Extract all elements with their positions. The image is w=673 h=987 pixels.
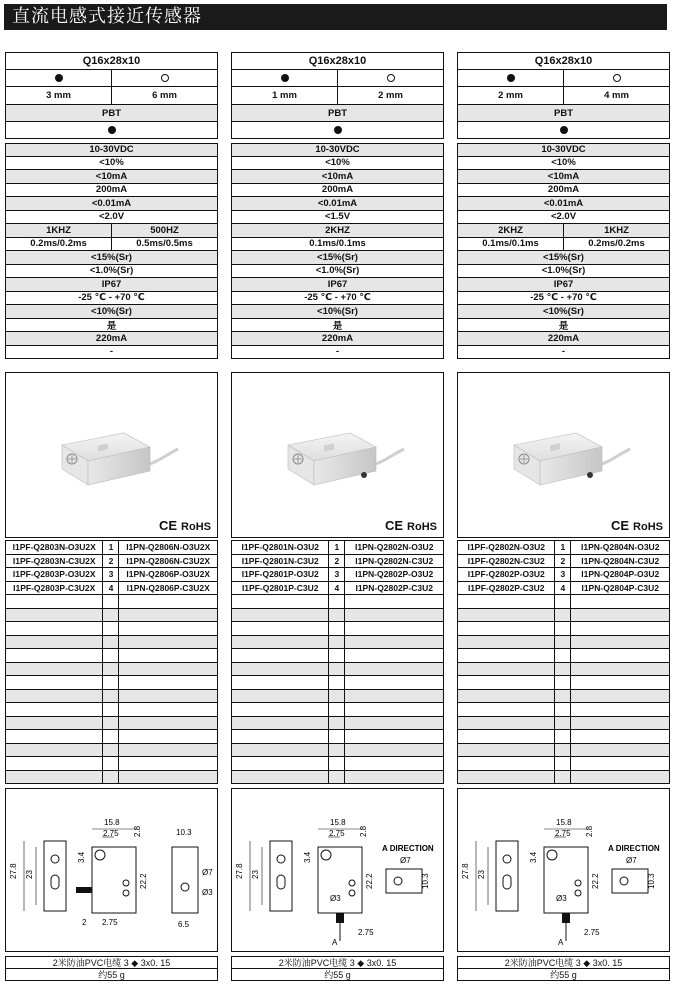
table-row — [458, 581, 670, 595]
model-npn: I1PN-Q2804P-O3U2 — [571, 568, 670, 582]
model-index: 3 — [329, 568, 345, 582]
table-row — [458, 662, 670, 676]
model-npn: I1PN-Q2806P-O3U2X — [119, 568, 218, 582]
frequency-row-left: 1KHZ — [6, 224, 112, 237]
dim-27-8: 27.8 — [461, 863, 470, 879]
sensor-photo — [232, 373, 443, 538]
table-row — [232, 635, 444, 649]
model-index: 3 — [103, 568, 119, 582]
svg-text:2.75: 2.75 — [584, 928, 600, 937]
cable-spec: 2米防油PVC电缆 3 ◆ 3x0. 15 — [5, 956, 218, 969]
model-pnp: I1PF-Q2801N-C3U2 — [232, 554, 329, 568]
model-index: 4 — [555, 581, 571, 595]
dim-10-3: 10.3 — [176, 828, 192, 837]
sensing-range-row-right: 6 mm — [152, 90, 177, 101]
model-name: Q16x28x10 — [5, 52, 218, 70]
material-dot-row — [231, 122, 444, 139]
response-row: 0.1ms/0.1ms — [231, 238, 444, 252]
sensing-range-row — [5, 87, 218, 105]
dim-2-8: 2.8 — [585, 825, 594, 837]
filled-dot-icon — [281, 74, 289, 82]
table-row — [458, 770, 670, 784]
table-row — [6, 568, 218, 582]
output-type-row — [5, 70, 218, 87]
model-name: Q16x28x10 — [457, 52, 670, 70]
spec-row: - — [231, 346, 444, 360]
model-index: 3 — [555, 568, 571, 582]
svg-text:10.3: 10.3 — [421, 873, 430, 889]
spec-row: <0.01mA — [5, 197, 218, 211]
model-pnp: I1PF-Q2803P-C3U2X — [6, 581, 103, 595]
model-pnp: I1PF-Q2803N-C3U2X — [6, 554, 103, 568]
frequency-row — [5, 224, 218, 238]
weight: 约55 g — [5, 968, 218, 981]
spec-row: 10-30VDC — [5, 143, 218, 157]
spec-row: -25 ℃ - +70 ℃ — [5, 292, 218, 306]
spec-row: <10mA — [457, 170, 670, 184]
dimension-drawing-box — [457, 788, 670, 952]
table-row — [458, 635, 670, 649]
dim-23: 23 — [25, 870, 34, 879]
product-photo-box — [5, 372, 218, 538]
table-row — [6, 730, 218, 744]
dimension-drawing-box — [5, 788, 218, 952]
filled-dot-icon — [560, 126, 568, 134]
spec-row: <10%(Sr) — [457, 305, 670, 319]
spec-row: IP67 — [5, 278, 218, 292]
dim-dia-3: Ø3 — [330, 894, 341, 903]
model-index: 1 — [103, 541, 119, 555]
frequency-row-left: 2KHZ — [458, 224, 564, 237]
ce-mark: CE — [158, 518, 178, 533]
dim-2: 2 — [82, 918, 87, 927]
sensing-range-row-left: 3 mm — [6, 87, 112, 104]
table-row — [232, 581, 444, 595]
model-index: 4 — [103, 581, 119, 595]
model-pnp: I1PF-Q2803N-O3U2X — [6, 541, 103, 555]
spec-row: <10mA — [5, 170, 218, 184]
table-row — [232, 662, 444, 676]
model-pnp: I1PF-Q2802N-C3U2 — [458, 554, 555, 568]
model-npn: I1PN-Q2802N-O3U2 — [345, 541, 444, 555]
table-row — [458, 622, 670, 636]
response-row — [457, 238, 670, 252]
dimension-drawing — [232, 789, 443, 949]
table-row — [232, 554, 444, 568]
response-row-left: 0.1ms/0.1ms — [458, 238, 564, 251]
sensor-photo — [458, 373, 669, 538]
table-row — [6, 770, 218, 784]
spec-row: <10% — [457, 157, 670, 171]
table-row — [232, 541, 444, 555]
dim-2-8: 2.8 — [133, 825, 142, 837]
spec-row: 200mA — [457, 184, 670, 198]
model-npn: I1PN-Q2804N-C3U2 — [571, 554, 670, 568]
table-row — [458, 703, 670, 717]
model-name: Q16x28x10 — [231, 52, 444, 70]
filled-dot-icon — [108, 126, 116, 134]
spec-row: <10% — [231, 157, 444, 171]
table-row — [232, 568, 444, 582]
frequency-row — [457, 224, 670, 238]
spec-row: 10-30VDC — [457, 143, 670, 157]
table-row — [458, 743, 670, 757]
spec-row: 10-30VDC — [231, 143, 444, 157]
model-pnp: I1PF-Q2801N-O3U2 — [232, 541, 329, 555]
frequency-row-right: 1KHZ — [604, 224, 629, 236]
dim-15-8: 15.8 — [556, 818, 572, 827]
product-photo-box — [457, 372, 670, 538]
dim-22-2: 22.2 — [591, 873, 600, 889]
sensing-range-row — [231, 87, 444, 105]
model-pnp: I1PF-Q2803P-O3U2X — [6, 568, 103, 582]
table-row — [232, 608, 444, 622]
table-row — [458, 689, 670, 703]
model-pnp: I1PF-Q2802P-C3U2 — [458, 581, 555, 595]
model-npn: I1PN-Q2804N-O3U2 — [571, 541, 670, 555]
spec-row: <10mA — [231, 170, 444, 184]
filled-dot-icon — [55, 74, 63, 82]
dim-2-75: 2.75 — [329, 829, 345, 838]
page-title: 直流电感式接近传感器 — [4, 4, 667, 30]
model-index: 1 — [555, 541, 571, 555]
table-row — [6, 649, 218, 663]
spec-row: 是 — [457, 319, 670, 333]
dim-15-8: 15.8 — [104, 818, 120, 827]
model-npn: I1PN-Q2806P-C3U2X — [119, 581, 218, 595]
response-row — [5, 238, 218, 252]
table-row — [458, 730, 670, 744]
open-circle-icon — [161, 74, 169, 82]
table-row — [6, 581, 218, 595]
table-row — [232, 716, 444, 730]
filled-dot-icon — [334, 126, 342, 134]
dim-2-75: 2.75 — [103, 829, 119, 838]
sensing-range-row-right: 2 mm — [378, 90, 403, 101]
spec-row: IP67 — [457, 278, 670, 292]
table-row — [6, 703, 218, 717]
spec-row: <2.0V — [5, 211, 218, 225]
table-row — [6, 635, 218, 649]
output-type-row-right — [112, 70, 217, 86]
spec-row: <10% — [5, 157, 218, 171]
table-row — [6, 676, 218, 690]
spec-row: <1.0%(Sr) — [5, 265, 218, 279]
table-row — [458, 554, 670, 568]
model-table — [457, 540, 670, 784]
rohs-mark: RoHS — [633, 521, 663, 533]
table-row — [232, 770, 444, 784]
model-index: 4 — [329, 581, 345, 595]
dim-dia-7: Ø7 — [626, 856, 637, 865]
frequency-row-right: 500HZ — [150, 224, 179, 236]
spec-row: 200mA — [5, 184, 218, 198]
spec-row: - — [457, 346, 670, 360]
response-row-right: 0.5ms/0.5ms — [136, 238, 193, 250]
dim-23: 23 — [477, 870, 486, 879]
table-row — [6, 743, 218, 757]
dim-22-2: 22.2 — [139, 873, 148, 889]
dim-6-5: 6.5 — [178, 920, 190, 929]
ce-mark: CE — [384, 518, 404, 533]
svg-text:10.3: 10.3 — [647, 873, 656, 889]
product-photo-box — [231, 372, 444, 538]
dimension-drawing-box — [231, 788, 444, 952]
dim-27-8: 27.8 — [235, 863, 244, 879]
table-row — [232, 743, 444, 757]
dim-23: 23 — [251, 870, 260, 879]
spec-row: <1.5V — [231, 211, 444, 225]
model-pnp: I1PF-Q2801P-C3U2 — [232, 581, 329, 595]
table-row — [458, 541, 670, 555]
table-row — [458, 716, 670, 730]
table-row — [458, 608, 670, 622]
frequency-row: 2KHZ — [231, 224, 444, 238]
spec-row: 是 — [231, 319, 444, 333]
weight: 约55 g — [231, 968, 444, 981]
output-type-row-left — [232, 70, 338, 86]
model-pnp: I1PF-Q2801P-O3U2 — [232, 568, 329, 582]
model-index: 1 — [329, 541, 345, 555]
model-npn: I1PN-Q2806N-O3U2X — [119, 541, 218, 555]
spec-row: <10%(Sr) — [5, 305, 218, 319]
spec-row: - — [5, 346, 218, 360]
table-row — [232, 703, 444, 717]
material-dot-row — [5, 122, 218, 139]
svg-text:2.75: 2.75 — [102, 918, 118, 927]
svg-text:2.75: 2.75 — [358, 928, 374, 937]
model-npn: I1PN-Q2806N-C3U2X — [119, 554, 218, 568]
dim-15-8: 15.8 — [330, 818, 346, 827]
table-row — [6, 662, 218, 676]
table-row — [232, 622, 444, 636]
material-row: PBT — [5, 105, 218, 122]
open-circle-icon — [613, 74, 621, 82]
output-type-row — [231, 70, 444, 87]
dim-dia-3: Ø3 — [556, 894, 567, 903]
a-label: A — [558, 938, 564, 947]
table-row — [458, 757, 670, 771]
rohs-mark: RoHS — [407, 521, 437, 533]
output-type-row-left — [458, 70, 564, 86]
ce-mark: CE — [610, 518, 630, 533]
spec-row: <0.01mA — [457, 197, 670, 211]
table-row — [458, 676, 670, 690]
table-row — [232, 595, 444, 609]
sensing-range-row-right: 4 mm — [604, 90, 629, 101]
cable-spec: 2米防油PVC电缆 3 ◆ 3x0. 15 — [457, 956, 670, 969]
material-row: PBT — [231, 105, 444, 122]
dim-3-4: 3.4 — [77, 851, 86, 863]
table-row — [232, 649, 444, 663]
spec-row: 200mA — [231, 184, 444, 198]
sensing-range-row — [457, 87, 670, 105]
output-type-row-right — [564, 70, 669, 86]
sensing-range-row-left: 2 mm — [458, 87, 564, 104]
material-dot-row — [457, 122, 670, 139]
dimension-drawing — [458, 789, 669, 949]
dim-2-75: 2.75 — [555, 829, 571, 838]
dim-3-4: 3.4 — [529, 851, 538, 863]
dim-dia-3: Ø3 — [202, 888, 213, 897]
sensing-range-row-left: 1 mm — [232, 87, 338, 104]
model-table — [231, 540, 444, 784]
model-npn: I1PN-Q2802P-O3U2 — [345, 568, 444, 582]
response-row-left: 0.2ms/0.2ms — [6, 238, 112, 251]
dim-27-8: 27.8 — [9, 863, 18, 879]
table-row — [232, 730, 444, 744]
table-row — [6, 757, 218, 771]
table-row — [232, 757, 444, 771]
spec-row: <15%(Sr) — [457, 251, 670, 265]
spec-row: 220mA — [231, 332, 444, 346]
model-index: 2 — [103, 554, 119, 568]
dim-22-2: 22.2 — [365, 873, 374, 889]
table-row — [6, 595, 218, 609]
table-row — [6, 716, 218, 730]
weight: 约55 g — [457, 968, 670, 981]
table-row — [6, 622, 218, 636]
model-npn: I1PN-Q2802P-C3U2 — [345, 581, 444, 595]
material-row: PBT — [457, 105, 670, 122]
model-pnp: I1PF-Q2802N-O3U2 — [458, 541, 555, 555]
model-npn: I1PN-Q2804P-C3U2 — [571, 581, 670, 595]
table-row — [232, 676, 444, 690]
table-row — [458, 595, 670, 609]
spec-row: <15%(Sr) — [5, 251, 218, 265]
a-direction-label: A DIRECTION — [382, 844, 434, 853]
dim-3-4: 3.4 — [303, 851, 312, 863]
model-table — [5, 540, 218, 784]
output-type-row-right — [338, 70, 443, 86]
sensor-photo — [6, 373, 217, 538]
spec-row: 220mA — [5, 332, 218, 346]
response-row-right: 0.2ms/0.2ms — [588, 238, 645, 250]
spec-row: <15%(Sr) — [231, 251, 444, 265]
table-row — [6, 541, 218, 555]
spec-row: <10%(Sr) — [231, 305, 444, 319]
model-npn: I1PN-Q2802N-C3U2 — [345, 554, 444, 568]
model-index: 2 — [555, 554, 571, 568]
spec-row: <2.0V — [457, 211, 670, 225]
table-row — [6, 554, 218, 568]
open-circle-icon — [387, 74, 395, 82]
spec-row: 220mA — [457, 332, 670, 346]
spec-row: <1.0%(Sr) — [231, 265, 444, 279]
dim-dia-7: Ø7 — [400, 856, 411, 865]
spec-row: <1.0%(Sr) — [457, 265, 670, 279]
output-type-row-left — [6, 70, 112, 86]
output-type-row — [457, 70, 670, 87]
certification-marks — [159, 518, 211, 533]
table-row — [232, 689, 444, 703]
cable-spec: 2米防油PVC电缆 3 ◆ 3x0. 15 — [231, 956, 444, 969]
spec-row: -25 ℃ - +70 ℃ — [231, 292, 444, 306]
dim-2-8: 2.8 — [359, 825, 368, 837]
spec-row: -25 ℃ - +70 ℃ — [457, 292, 670, 306]
model-pnp: I1PF-Q2802P-O3U2 — [458, 568, 555, 582]
dimension-drawing — [6, 789, 217, 949]
dim-dia-7: Ø7 — [202, 868, 213, 877]
a-direction-label: A DIRECTION — [608, 844, 660, 853]
model-index: 2 — [329, 554, 345, 568]
spec-row: 是 — [5, 319, 218, 333]
certification-marks — [611, 518, 663, 533]
table-row — [458, 649, 670, 663]
spec-row: <0.01mA — [231, 197, 444, 211]
table-row — [6, 689, 218, 703]
table-row — [6, 608, 218, 622]
a-label: A — [332, 938, 338, 947]
table-row — [458, 568, 670, 582]
filled-dot-icon — [507, 74, 515, 82]
spec-row: IP67 — [231, 278, 444, 292]
certification-marks — [385, 518, 437, 533]
rohs-mark: RoHS — [181, 521, 211, 533]
